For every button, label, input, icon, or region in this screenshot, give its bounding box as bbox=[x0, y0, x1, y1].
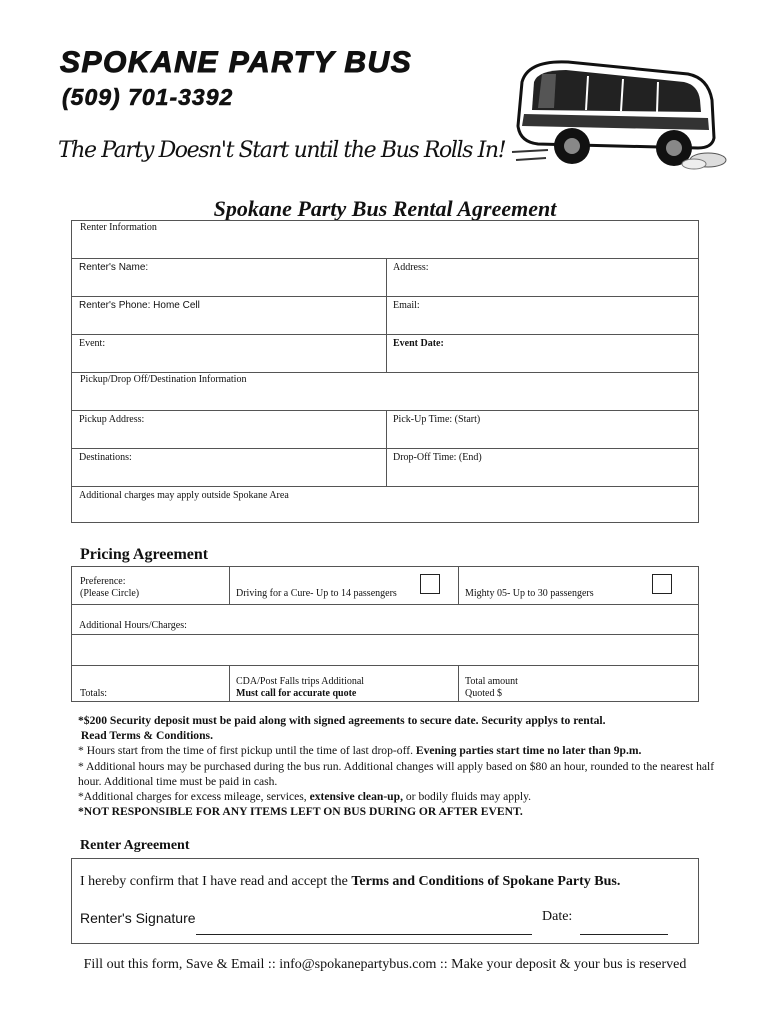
signature-line[interactable] bbox=[196, 924, 532, 935]
confirmation-statement bbox=[80, 874, 620, 890]
pickup-address-field[interactable]: Pickup Address: bbox=[79, 414, 145, 425]
option-driving-for-a-cure: Driving for a Cure- Up to 14 passengers bbox=[236, 588, 397, 599]
form-title: Spokane Party Bus Rental Agreement bbox=[213, 196, 557, 221]
pickup-time-field[interactable]: Pick-Up Time: (Start) bbox=[393, 414, 481, 425]
date-label: Date: bbox=[542, 909, 573, 924]
address-field[interactable]: Address: bbox=[393, 262, 429, 273]
pricing-heading: Pricing Agreement bbox=[80, 546, 209, 563]
renter-info-label: Renter Information bbox=[80, 222, 157, 233]
additional-hours-term: * Additional hours may be purchased during the bus run. Additional changes will apply based on $80 an hour, rounded to the nearest half hour. Additional time must be paid in cash. bbox=[78, 759, 715, 788]
fluids-term: or bodily fluids may apply. bbox=[402, 790, 532, 804]
evening-start-term: Evening parties start time no later than 9p.m. bbox=[415, 744, 642, 758]
total-quoted-field[interactable]: Quoted $ bbox=[465, 688, 502, 699]
brand-logo-text: SPOKANE PARTY BUS bbox=[60, 46, 413, 79]
confirm-text: I hereby confirm that I have read and accept the bbox=[80, 874, 352, 889]
please-circle-label: (Please Circle) bbox=[80, 588, 140, 599]
renter-agreement-heading: Renter Agreement bbox=[80, 838, 190, 853]
cleanup-term: extensive clean-up, bbox=[309, 790, 403, 804]
terms-and-conditions bbox=[78, 713, 718, 819]
dropoff-time-field[interactable]: Drop-Off Time: (End) bbox=[393, 452, 482, 463]
option2-checkbox[interactable] bbox=[652, 574, 672, 594]
signature-label: Renter's Signature bbox=[80, 910, 196, 926]
renters-name-field[interactable]: Renter's Name: bbox=[79, 262, 149, 273]
tagline: The Party Doesn't Start until the Bus Rolls In! bbox=[58, 138, 506, 163]
liability-term: *NOT RESPONSIBLE FOR ANY ITEMS LEFT ON BUS DURING OR AFTER EVENT. bbox=[78, 805, 523, 819]
total-amount-label: Total amount bbox=[465, 676, 518, 687]
option1-checkbox[interactable] bbox=[420, 574, 440, 594]
additional-charges-note: Additional charges may apply outside Spokane Area bbox=[79, 490, 289, 501]
cda-note: CDA/Post Falls trips Additional bbox=[236, 676, 365, 687]
event-field[interactable]: Event: bbox=[79, 338, 106, 349]
cda-quote-note: Must call for accurate quote bbox=[236, 688, 357, 699]
hours-term: * Hours start from the time of first pickup until the time of last drop-off. bbox=[78, 744, 416, 758]
pickup-info-label: Pickup/Drop Off/Destination Information bbox=[80, 374, 247, 385]
party-bus-illustration bbox=[508, 52, 728, 172]
date-line[interactable] bbox=[580, 924, 668, 935]
email-field[interactable]: Email: bbox=[393, 300, 420, 311]
phone-number: (509) 701-3392 bbox=[62, 84, 234, 110]
additional-hours-field[interactable]: Additional Hours/Charges: bbox=[79, 620, 187, 631]
deposit-term: *$200 Security deposit must be paid along with signed agreements to secure date. Security applys to rental. bbox=[78, 714, 606, 727]
totals-label: Totals: bbox=[80, 688, 108, 699]
signature-row bbox=[80, 910, 196, 926]
event-date-field[interactable]: Event Date: bbox=[393, 338, 444, 349]
additional-charges-term: *Additional charges for excess mileage, services, bbox=[78, 790, 310, 804]
renters-phone-field[interactable]: Renter's Phone: Home Cell bbox=[79, 300, 200, 311]
additional-hours-input-row[interactable] bbox=[73, 635, 697, 664]
read-terms-note: Read Terms & Conditions. bbox=[80, 729, 213, 743]
destinations-field[interactable]: Destinations: bbox=[79, 452, 132, 463]
preference-label: Preference: bbox=[80, 576, 126, 587]
option-mighty-05: Mighty 05- Up to 30 passengers bbox=[465, 588, 594, 599]
footer-instructions: Fill out this form, Save & Email :: info@spokanepartybus.com :: Make your deposit & your bus is reserved bbox=[83, 957, 687, 972]
confirm-terms-text: Terms and Conditions of Spokane Party Bus. bbox=[351, 874, 621, 889]
